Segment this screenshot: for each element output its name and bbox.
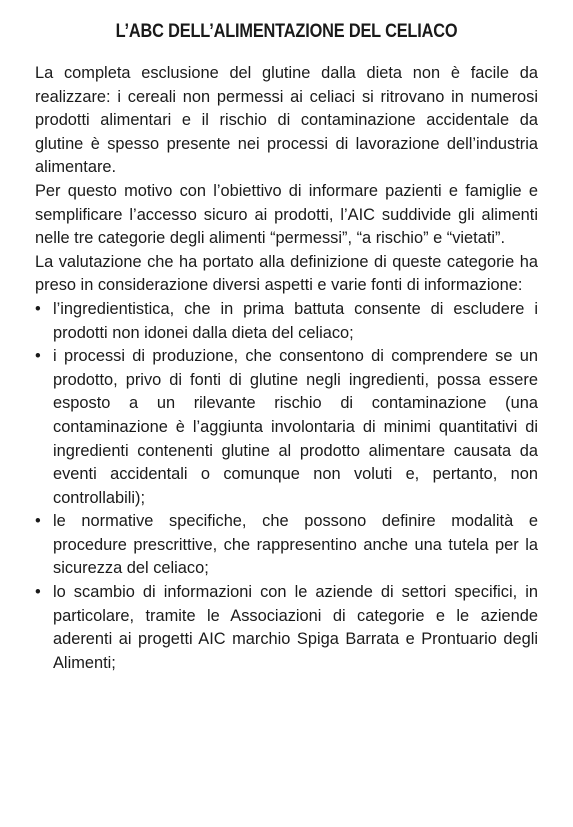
list-item-text: i processi di produzione, che consentono di comprendere se un prodotto, privo di fonti di glutine negli ingredienti, possa essere esposto a un rilevante rischio di contaminazione (una contaminazione è l’aggiunta involontaria di minimi quantitativi di ingredienti contenenti glutine al prodotto alimentare causata da eventi accidentali o comunque non voluti e, pertanto, non controllabili);	[53, 347, 538, 507]
list-item-text: le normative specifiche, che possono definire modalità e procedure prescrittive, che rappresentino anche una tutela per la sicurezza del celiaco;	[53, 512, 538, 578]
bullet-marker: •	[35, 512, 41, 531]
list-item	[35, 510, 538, 581]
list-item-text: l’ingredientistica, che in prima battuta consente di escludere i prodotti non idonei dalla dieta del celiaco;	[53, 299, 538, 342]
sources-list	[35, 298, 538, 676]
page-title: L’ABC DELL’ALIMENTAZIONE DEL CELIACO	[115, 21, 458, 42]
list-item	[35, 581, 538, 675]
paragraph-intro: La completa esclusione del glutine dalla dieta non è facile da realizzare: i cereali non permessi ai celiaci si ritrovano in numerosi prodotti alimentari e il rischio di contaminazione accidentale da glutine è spesso presente nei processi di lavorazione dell’industria alimentare.	[35, 64, 538, 177]
list-item	[35, 345, 538, 510]
list-item	[35, 298, 538, 345]
bullet-marker: •	[35, 583, 41, 602]
paragraph-categories: Per questo motivo con l’obiettivo di informare pazienti e famiglie e semplificare l’accesso sicuro ai prodotti, l’AIC suddivide gli alimenti nelle tre categorie degli alimenti “permessi”, “a rischio” e “vietati”.	[35, 181, 538, 248]
bullet-marker: •	[35, 299, 41, 318]
paragraph-evaluation: La valutazione che ha portato alla definizione di queste categorie ha preso in considerazione diversi aspetti e varie fonti di informazione:	[35, 252, 538, 295]
document-page	[35, 20, 538, 675]
bullet-marker: •	[35, 347, 41, 366]
list-item-text: lo scambio di informazioni con le aziende di settori specifici, in particolare, tramite le Associazioni di categorie e le aziende aderenti ai progetti AIC marchio Spiga Barrata e Prontuario degli Alimenti;	[53, 583, 538, 672]
